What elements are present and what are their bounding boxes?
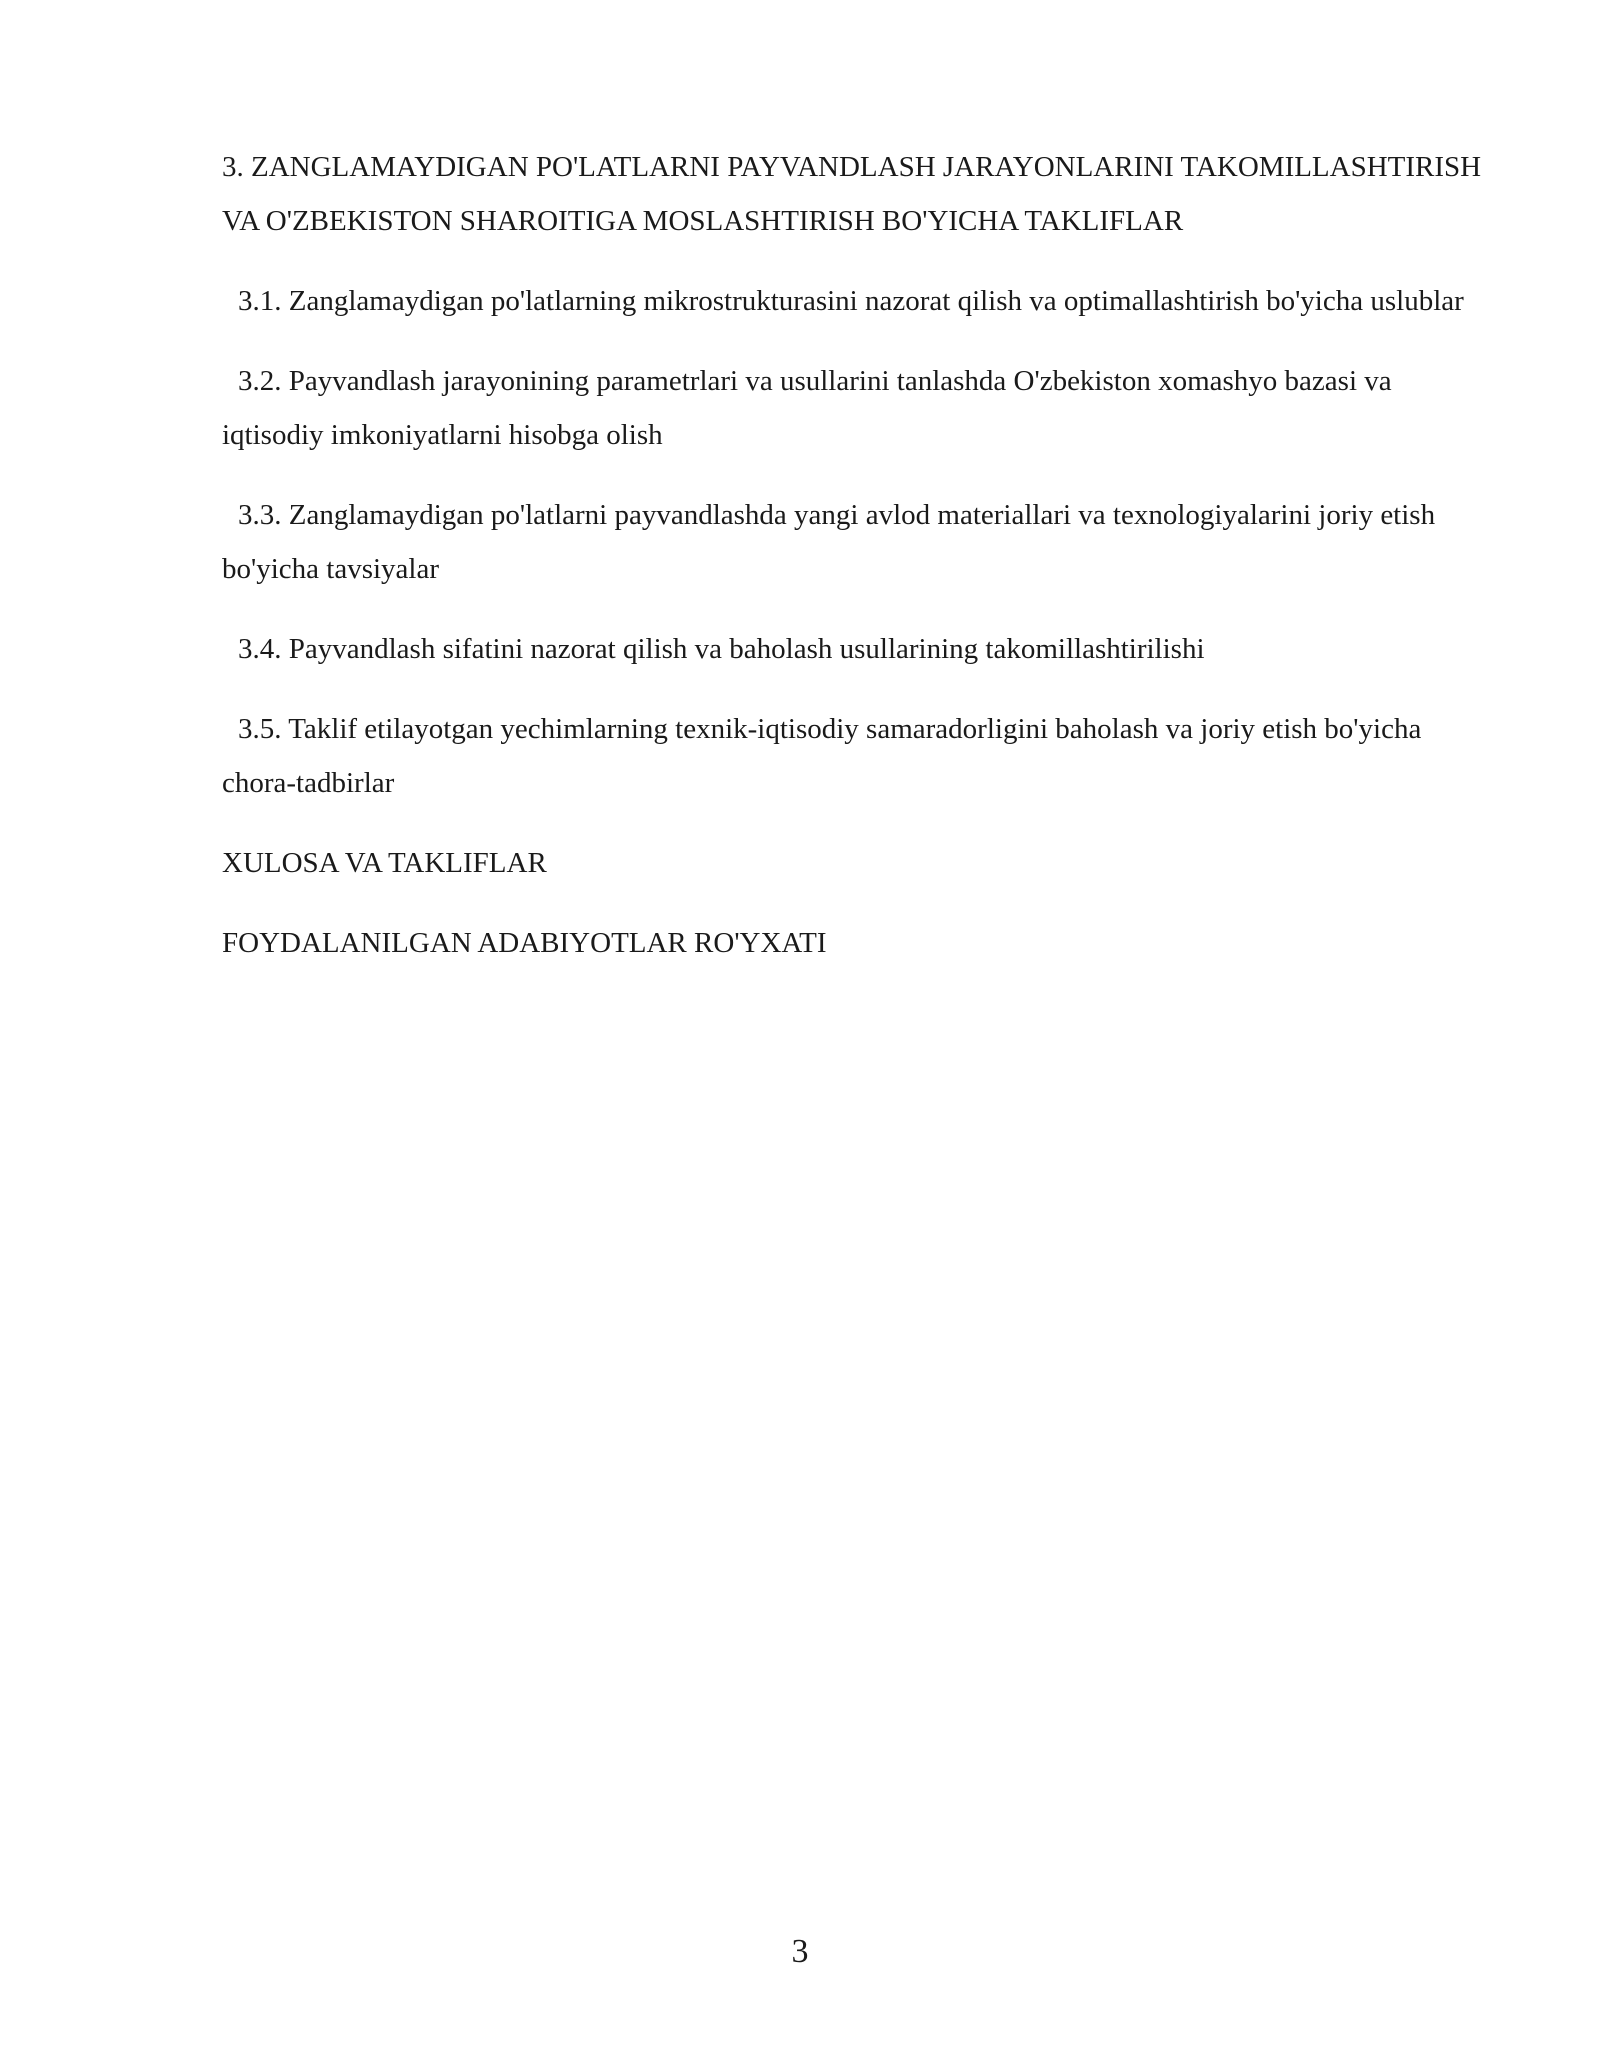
toc-section-3-3: 3.3. Zanglamaydigan po'latlarni payvandlashda yangi avlod materiallari va texnologiyalarini joriy etish bo'yicha tavsiyalar [222,499,1436,585]
toc-references: FOYDALANILGAN ADABIYOTLAR RO'YXATI [222,927,827,959]
toc-conclusion: XULOSA VA TAKLIFLAR [222,847,547,879]
toc-section-3-2: 3.2. Payvandlash jarayonining parametrlari va usullarini tanlashda O'zbekiston xomashyo bazasi va iqtisodiy imkoniyatlarni hisobga olish [222,365,1392,451]
toc-section-3-1: 3.1. Zanglamaydigan po'latlarning mikrostrukturasini nazorat qilish va optimallashtirish bo'yicha uslublar [238,285,1464,317]
toc-section-3-4: 3.4. Payvandlash sifatini nazorat qilish va baholash usullarining takomillashtirilishi [238,633,1205,665]
page-number: 3 [791,1933,809,1970]
toc-chapter-3: 3. ZANGLAMAYDIGAN PO'LATLARNI PAYVANDLASH JARAYONLARINI TAKOMILLASHTIRISH VA O'ZBEKISTON SHAROITIGA MOSLASHTIRISH BO'YICHA TAKLIFLAR [222,151,1482,237]
toc-section-3-5: 3.5. Taklif etilayotgan yechimlarning texnik-iqtisodiy samaradorligini baholash va joriy etish bo'yicha chora-tadbirlar [222,713,1422,799]
table-of-contents [222,140,1490,996]
